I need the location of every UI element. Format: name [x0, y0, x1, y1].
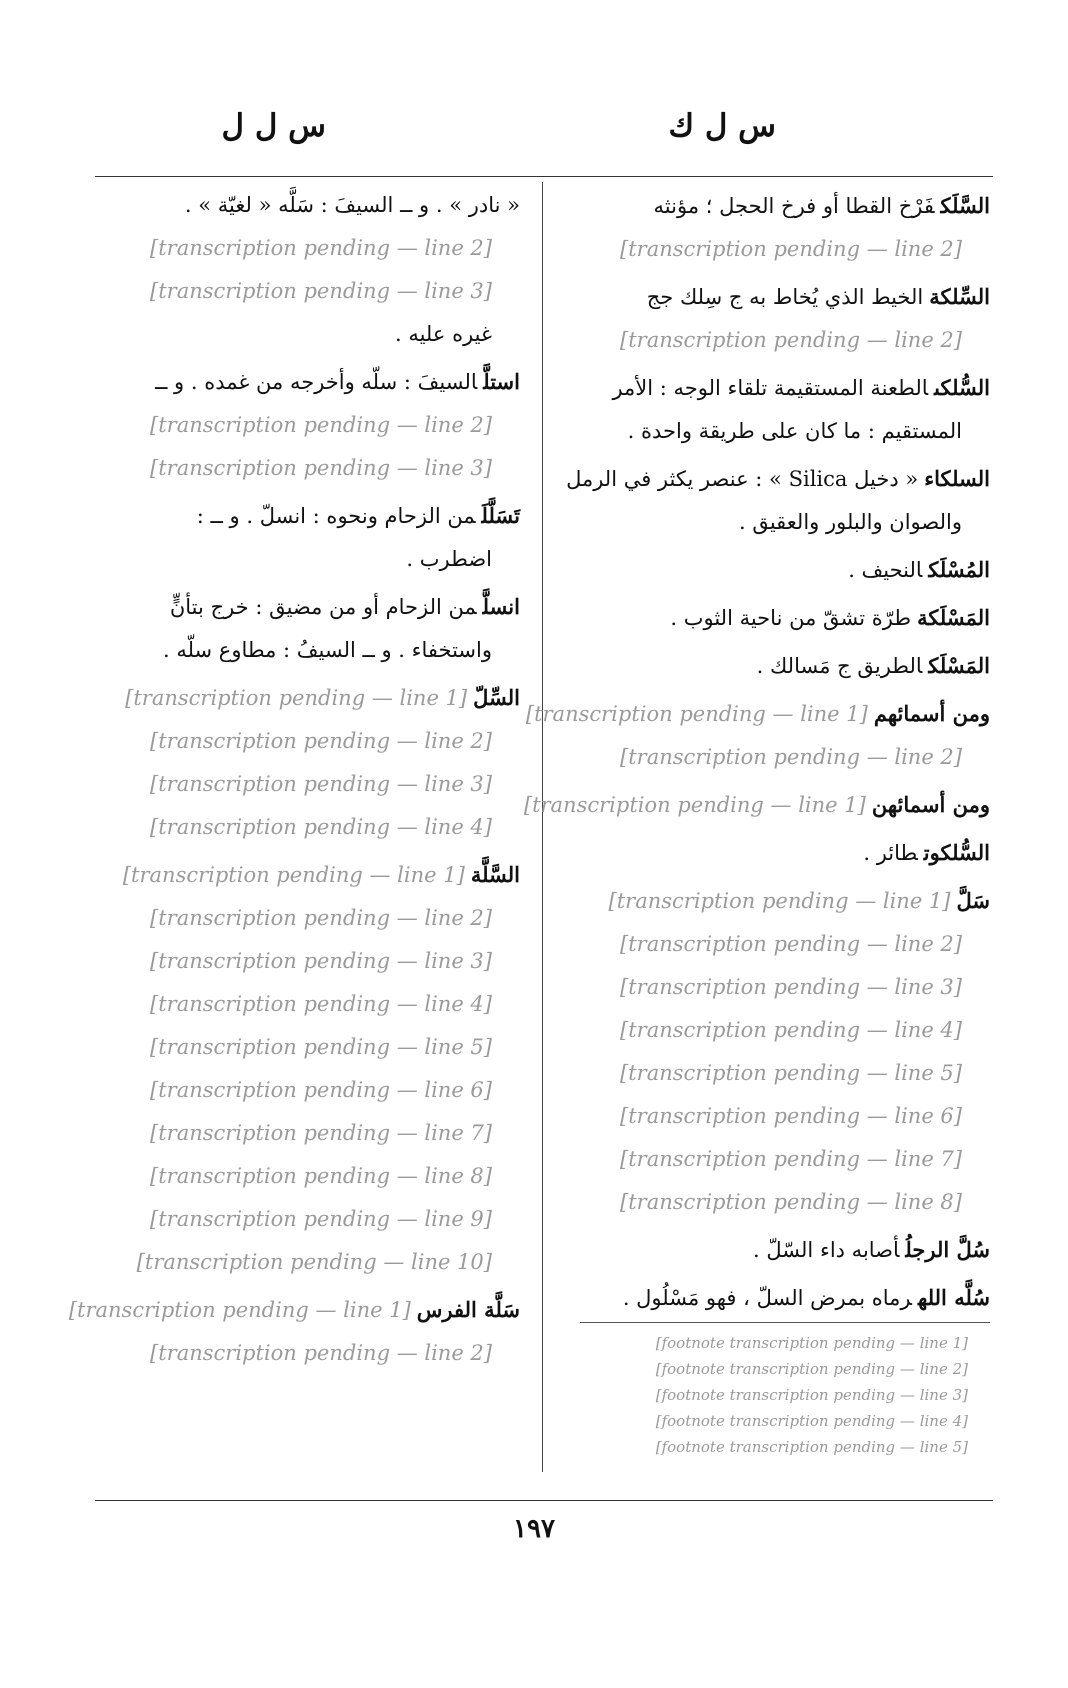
entry-text: [transcription pending — line 8]	[150, 1164, 492, 1188]
entry-line	[534, 831, 990, 875]
entry-headword: السِّلّ	[473, 685, 520, 710]
dictionary-entry	[82, 853, 520, 1284]
entry-headword: المُسْلَك	[928, 557, 990, 582]
entry-line	[82, 1026, 520, 1069]
entry-text: [transcription pending — line 10]	[136, 1250, 492, 1274]
entry-text: [transcription pending — line 1]	[523, 793, 866, 817]
entry-line	[82, 720, 520, 763]
left-column-root-heading: س ل ل	[221, 108, 326, 144]
footnote-line: [footnote transcription pending — line 5]	[655, 1438, 968, 1456]
footnote-line: [footnote transcription pending — line 4]	[655, 1412, 968, 1430]
dictionary-entry	[523, 783, 990, 827]
entry-line	[82, 538, 520, 581]
entry-line	[534, 1181, 990, 1224]
entry-line	[534, 366, 990, 410]
entry-text: [transcription pending — line 2]	[150, 729, 492, 753]
entry-line	[534, 596, 990, 640]
entry-text: [transcription pending — line 2]	[150, 906, 492, 930]
entry-text: [transcription pending — line 3]	[150, 772, 492, 796]
entry-line	[525, 692, 990, 736]
entry-headword: السَّلَّة	[470, 862, 520, 887]
entry-headword: المَسْلَك	[928, 653, 990, 678]
entry-text: [transcription pending — line 3]	[150, 279, 492, 303]
entry-line	[82, 1241, 520, 1284]
entry-text: [transcription pending — line 5]	[150, 1035, 492, 1059]
entry-line	[82, 313, 520, 356]
dictionary-entry	[534, 366, 990, 453]
entry-text: [transcription pending — line 4]	[620, 1018, 962, 1042]
dictionary-entry	[534, 184, 990, 271]
entry-line	[534, 1052, 990, 1095]
entry-line	[82, 763, 520, 806]
entry-line	[82, 676, 520, 720]
entry-text: [transcription pending — line 6]	[150, 1078, 492, 1102]
entry-line	[82, 806, 520, 849]
page-number: ١٩٧	[513, 1514, 555, 1544]
footnote-line: [footnote transcription pending — line 3]	[655, 1386, 968, 1404]
dictionary-entry	[68, 1288, 520, 1375]
entry-line	[534, 879, 990, 923]
entry-line	[82, 184, 520, 227]
entry-line	[82, 853, 520, 897]
entry-text: [transcription pending — line 3]	[620, 975, 962, 999]
entry-line	[82, 983, 520, 1026]
footnote-line: [footnote transcription pending — line 1]	[655, 1334, 968, 1352]
entry-line	[82, 404, 520, 447]
entry-headword: سُلَّ الرجلُ	[905, 1237, 990, 1262]
entry-headword: انسلَّ	[482, 594, 520, 619]
dictionary-entry	[534, 879, 990, 1224]
entry-text: [transcription pending — line 2]	[620, 237, 962, 261]
entry-text: [transcription pending — line 2]	[620, 745, 962, 769]
dictionary-entry	[534, 831, 990, 875]
entry-line	[534, 184, 990, 228]
dictionary-entry	[82, 585, 520, 672]
header-rule	[95, 176, 993, 177]
entry-text: النحيف .	[848, 558, 923, 582]
entry-line	[534, 501, 990, 544]
entry-text: [transcription pending — line 7]	[620, 1147, 962, 1171]
left-column	[68, 184, 520, 1375]
entry-line	[534, 1228, 990, 1272]
dictionary-entry	[534, 457, 990, 544]
entry-text: فَرْخ القطا أو فرخ الحجل ؛ مؤنثه	[653, 194, 935, 218]
entry-text: أصابه داء السّلّ .	[753, 1238, 900, 1262]
entry-line	[82, 897, 520, 940]
entry-text: [transcription pending — line 4]	[150, 815, 492, 839]
entry-text: طرّة تشقّ من ناحية الثوب .	[670, 606, 912, 630]
entry-text: الطريق ج مَسالك .	[756, 654, 923, 678]
entry-text: المستقيم : ما كان على طريقة واحدة .	[627, 419, 962, 443]
entry-line	[82, 940, 520, 983]
entry-line	[534, 457, 990, 501]
dictionary-entry	[534, 548, 990, 592]
entry-headword: السلكاء	[924, 466, 990, 491]
dictionary-entry	[525, 692, 990, 779]
dictionary-entry	[82, 184, 520, 356]
entry-line	[82, 270, 520, 313]
entry-text: « دخيل Silica » : عنصر يكثر في الرمل	[566, 467, 919, 491]
entry-text: [transcription pending — line 2]	[620, 932, 962, 956]
dictionary-entry	[534, 275, 990, 362]
entry-text: غيره عليه .	[394, 322, 492, 346]
entry-text: [transcription pending — line 4]	[150, 992, 492, 1016]
entry-text: الخيط الذي يُخاط به ج سِلك جج	[646, 285, 924, 309]
footnote-rule	[580, 1322, 990, 1323]
entry-text: من الزحام أو من مضيق : خرج بتأنٍّ	[169, 595, 477, 619]
dictionary-entry	[82, 676, 520, 849]
entry-line	[82, 585, 520, 629]
entry-line	[534, 548, 990, 592]
entry-headword: سَلَّ	[956, 888, 990, 913]
entry-text: [transcription pending — line 1]	[608, 889, 951, 913]
entry-line	[534, 736, 990, 779]
entry-text: « نادر » . و ــ السيفَ : سَلَّه « لغيّة » .	[184, 193, 520, 217]
entry-line	[68, 1288, 520, 1332]
entry-line	[82, 494, 520, 538]
dictionary-entry	[534, 644, 990, 688]
dictionary-entry	[82, 360, 520, 490]
entry-text: رماه بمرض السلّ ، فهو مَسْلُول .	[622, 1286, 913, 1310]
entry-line	[534, 319, 990, 362]
entry-headword: تَسَلَّلَ	[481, 503, 520, 528]
entry-text: [transcription pending — line 2]	[620, 328, 962, 352]
footnote-line: [footnote transcription pending — line 2]	[655, 1360, 968, 1378]
entry-text: طائر .	[863, 841, 918, 865]
entry-text: اضطرب .	[406, 547, 492, 571]
right-column-root-heading: س ل ك	[668, 108, 776, 144]
entry-text: [transcription pending — line 1]	[125, 686, 468, 710]
entry-text: الطعنة المستقيمة تلقاء الوجه : الأمر	[612, 376, 929, 400]
entry-text: من الزحام ونحوه : انسلّ . و ــ :	[196, 504, 476, 528]
dictionary-entry	[82, 494, 520, 581]
entry-headword: ومن أسمائهم	[873, 701, 990, 726]
entry-text: [transcription pending — line 6]	[620, 1104, 962, 1128]
entry-line	[82, 447, 520, 490]
entry-line	[534, 1276, 990, 1320]
entry-line	[82, 1332, 520, 1375]
entry-text: واستخفاء . و ــ السيفُ : مطاوع سلّه .	[162, 638, 492, 662]
entry-line	[523, 783, 990, 827]
entry-line	[82, 1069, 520, 1112]
entry-text: [transcription pending — line 3]	[150, 456, 492, 480]
entry-line	[82, 1112, 520, 1155]
footnote-block	[534, 1330, 990, 1460]
entry-headword: ومن أسمائهن	[871, 792, 990, 817]
entry-headword: سَلَّة الفرس	[416, 1297, 520, 1322]
entry-line	[534, 1095, 990, 1138]
entry-headword: السُّلكى	[934, 375, 990, 400]
entry-text: [transcription pending — line 5]	[620, 1061, 962, 1085]
entry-line	[534, 275, 990, 319]
entry-text: السيفَ : سلّه وأخرجه من غمده . و ــ	[155, 370, 478, 394]
entry-headword: المَسْلَكة	[917, 605, 990, 630]
entry-line	[82, 360, 520, 404]
entry-line	[534, 644, 990, 688]
entry-line	[534, 966, 990, 1009]
entry-text: [transcription pending — line 7]	[150, 1121, 492, 1145]
entry-headword: سُلَّه الله	[918, 1285, 990, 1310]
entry-headword: السَّلَك	[940, 193, 990, 218]
entry-line	[534, 410, 990, 453]
dictionary-entry	[534, 596, 990, 640]
entry-line	[534, 228, 990, 271]
entry-line	[534, 1138, 990, 1181]
entry-text: [transcription pending — line 1]	[68, 1298, 411, 1322]
entry-text: [transcription pending — line 3]	[150, 949, 492, 973]
entry-line	[82, 1198, 520, 1241]
entry-headword: استلَّ	[483, 369, 520, 394]
right-column	[523, 184, 990, 1320]
entry-line	[534, 1009, 990, 1052]
footer-rule	[95, 1500, 993, 1501]
entry-text: [transcription pending — line 1]	[122, 863, 465, 887]
entry-text: [transcription pending — line 9]	[150, 1207, 492, 1231]
dictionary-entry	[534, 1228, 990, 1272]
entry-headword: السُّلكوت	[923, 840, 990, 865]
entry-line	[82, 1155, 520, 1198]
entry-text: [transcription pending — line 1]	[525, 702, 868, 726]
dictionary-entry	[534, 1276, 990, 1320]
entry-text: [transcription pending — line 2]	[150, 236, 492, 260]
entry-headword: السِّلكة	[929, 284, 990, 309]
entry-text: [transcription pending — line 2]	[150, 1341, 492, 1365]
entry-line	[534, 923, 990, 966]
entry-line	[82, 227, 520, 270]
entry-text: والصوان والبلور والعقيق .	[738, 510, 962, 534]
entry-text: [transcription pending — line 8]	[620, 1190, 962, 1214]
entry-line	[82, 629, 520, 672]
entry-text: [transcription pending — line 2]	[150, 413, 492, 437]
